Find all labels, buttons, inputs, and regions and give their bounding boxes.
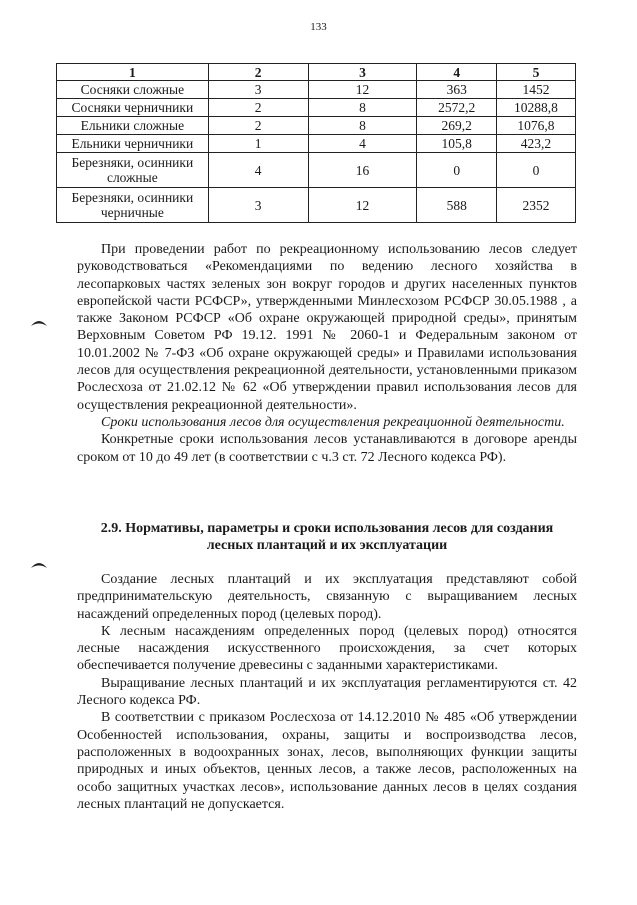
table-cell: 2572,2 xyxy=(417,99,497,117)
table-cell: Березняки, осинники черничные xyxy=(57,188,209,223)
table-cell: 8 xyxy=(308,99,417,117)
table-cell: Сосняки черничники xyxy=(57,99,209,117)
forest-table xyxy=(56,63,576,223)
table-cell: Березняки, осинники сложные xyxy=(57,153,209,188)
table-row xyxy=(57,117,576,135)
table-cell: 3 xyxy=(208,81,308,99)
table-cell: Ельники черничники xyxy=(57,135,209,153)
section-heading xyxy=(77,520,577,555)
table-cell: 0 xyxy=(496,153,575,188)
table-header-cell: 3 xyxy=(308,64,417,81)
table-cell: 2352 xyxy=(496,188,575,223)
table-cell: 1452 xyxy=(496,81,575,99)
table-cell: 105,8 xyxy=(417,135,497,153)
paragraph-italic: Сроки использования лесов для осуществления рекреационной деятельности. xyxy=(101,414,565,430)
table-cell: 588 xyxy=(417,188,497,223)
table-header-cell: 2 xyxy=(208,64,308,81)
table-cell: 4 xyxy=(208,153,308,188)
section-2-9-body xyxy=(77,571,577,813)
table-cell: 363 xyxy=(417,81,497,99)
table-cell: Сосняки сложные xyxy=(57,81,209,99)
section-heading-line: лесных плантаций и их эксплуатации xyxy=(206,538,448,554)
table-row xyxy=(57,188,576,223)
table-header-row xyxy=(57,64,576,81)
paragraph: Конкретные сроки использования лесов устанавливаются в договоре аренды сроком от 10 до 49 лет (в соответствии с ч.3 ст. 72 Лесного кодекса РФ). xyxy=(77,432,577,465)
table-row xyxy=(57,153,576,188)
binder-hole-mark-icon xyxy=(30,558,48,570)
table-cell: 16 xyxy=(308,153,417,188)
table-header-cell: 1 xyxy=(57,64,209,81)
table-cell: 10288,8 xyxy=(496,99,575,117)
paragraph: К лесным насаждениям определенных пород (целевых пород) относятся лесные насаждения искусственного происхождения, за счет которых обеспечивается получение древесины с заданными характеристиками. xyxy=(77,623,577,674)
table-cell: 3 xyxy=(208,188,308,223)
table-header-cell: 4 xyxy=(417,64,497,81)
table-cell: 2 xyxy=(208,117,308,135)
table-header-cell: 5 xyxy=(496,64,575,81)
table-cell: 12 xyxy=(308,81,417,99)
table-cell: 12 xyxy=(308,188,417,223)
table-cell: Ельники сложные xyxy=(57,117,209,135)
table-cell: 1 xyxy=(208,135,308,153)
paragraph: Создание лесных плантаций и их эксплуатация представляют собой предпринимательскую деятельность, связанную с выращиванием лесных насаждений определенных пород (целевых пород). xyxy=(77,572,577,622)
table-row xyxy=(57,99,576,117)
section-heading-line: 2.9. Нормативы, параметры и сроки использования лесов для создания xyxy=(100,521,554,536)
table-cell: 4 xyxy=(308,135,417,153)
paragraph: Выращивание лесных плантаций и их эксплуатация регламентируются ст. 42 Лесного кодекса РФ. xyxy=(77,675,577,709)
table-cell: 8 xyxy=(308,117,417,135)
page-number: 133 xyxy=(310,21,327,33)
table-cell: 423,2 xyxy=(496,135,575,153)
table-cell: 0 xyxy=(417,153,497,188)
paragraph: При проведении работ по рекреационному использованию лесов следует руководствоваться «Рекомендациями по ведению лесного хозяйства в лесопарковых частях зеленых зон вокруг городов и других населенных пунктов европейской части РСФСР», утвержденными Минлесхозом РСФСР 30.05.1988 , а также Законом РСФСР «Об охране окружающей природной среды», принятым Верховным Советом РФ 19.12. 1991 № 2060-1 и Федеральным законом от 10.01.2002 № 7-ФЗ «Об охране окружающей среды» и Правилами использования лесов для осуществления рекреационной деятельности, установленными приказом Рослесхоза от 21.02.12 № 62 «Об утверждении правил использования лесов для осуществления рекреационной деятельности». xyxy=(77,242,577,413)
table-cell: 2 xyxy=(208,99,308,117)
section-2-8-body xyxy=(77,241,577,466)
table-cell: 1076,8 xyxy=(496,117,575,135)
table-row xyxy=(57,81,576,99)
binder-hole-mark-icon xyxy=(30,316,48,328)
paragraph: В соответствии с приказом Рослесхоза от 14.12.2010 № 485 «Об утверждении Особенностей использования, охраны, защиты и воспроизводства лесов, расположенных в водоохранных зонах, лесов, выполняющих функции защиты природных и иных объектов, ценных лесов, а также лесов, расположенных на особо защитных участках лесов», использование данных лесов в целях создания лесных плантаций не допускается. xyxy=(77,710,577,812)
table-cell: 269,2 xyxy=(417,117,497,135)
table-row xyxy=(57,135,576,153)
